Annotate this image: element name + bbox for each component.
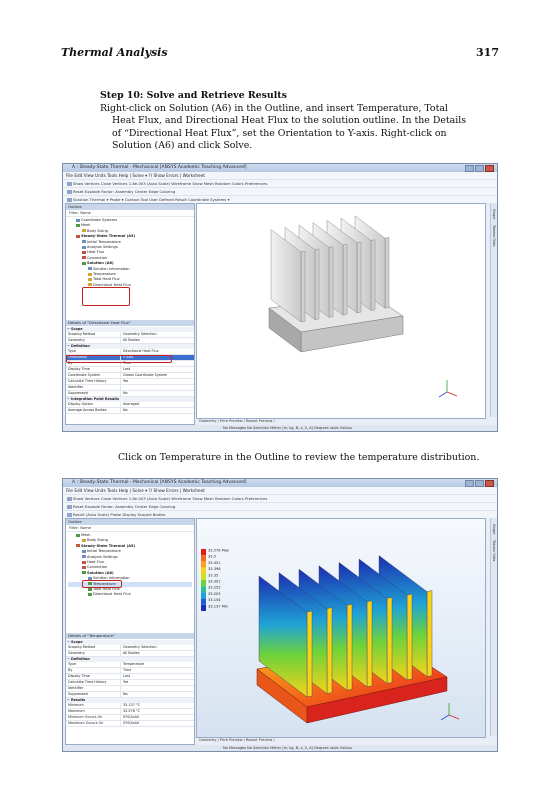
menu-bar[interactable]: File Edit View Units Tools Help | Solve ▾ ?/ Show Errors | Worksheet [63,172,497,179]
tree-item[interactable]: Mesh [68,533,192,538]
legend-label: 33.451 [208,560,221,565]
fin-side [407,594,412,680]
details-key: Minimum Occurs On [66,715,121,720]
geometry-viewport[interactable] [196,203,486,419]
maximize-icon[interactable] [475,480,484,487]
solution-icon [82,262,86,265]
details-key: Calculate Time History [66,379,121,384]
tree-item-selected[interactable]: Temperature [68,582,192,587]
details-value[interactable]: No [123,692,128,696]
fin-side [343,244,347,315]
details-value[interactable]: Yes [123,680,129,684]
details-value[interactable]: Averaged [123,402,140,406]
status-bar: No Messages No Selection Metric (m, kg, N, s, V, A) Degrees rad/s Celsius [63,425,497,431]
legend-swatch [201,561,206,567]
coordinate-icon [76,219,80,222]
step-line-3: of “Directional Heat Flux”, set the Orientation to Y-axis. Right-click on [112,127,447,139]
tree-item[interactable]: Analysis Settings [68,555,192,560]
details-key: Identifier [66,686,121,691]
tree-item[interactable]: Solution Information [68,576,192,581]
legend-swatch [201,605,206,611]
step-line-2: Heat Flux, and Directional Heat Flux to the solution outline. In the Details [112,115,467,127]
toolbar-icon[interactable] [67,513,72,517]
details-key: Calculate Time History [66,680,121,685]
heat-sink-fins [271,216,389,322]
outline-filter[interactable]: Filter: Name [66,525,194,532]
status-bar: No Messages No Selection Metric (m, kg, N, s, V, A) Degrees rad/s Celsius [63,745,497,751]
details-key: Maximum Occurs On [66,721,121,726]
details-section[interactable]: − Definition [66,657,194,662]
legend-label: 33.252 [208,585,221,590]
details-key: By [66,668,121,673]
tree-item[interactable]: Initial Temperature [68,240,192,245]
details-value[interactable]: Temperature [123,662,145,666]
fin-side [367,601,372,687]
outline-tree [66,217,194,289]
running-head: Thermal Analysis [61,46,168,59]
viewport-tabs[interactable]: Geometry / Print Preview / Report Preview / [199,419,275,423]
details-key: Orientation [66,355,121,360]
details-key: Display Time [66,674,121,679]
details-key: Suppressed [66,692,121,697]
details-section[interactable]: − Scope [66,327,194,332]
outline-panel [65,203,195,425]
details-key: Scoping Method [66,332,121,337]
outline-tree [66,532,194,599]
details-key: Minimum [66,703,121,708]
screenshot-solve-setup [62,163,498,432]
details-value[interactable]: Geometry Selection [123,645,157,649]
result-icon [88,283,92,286]
legend-swatch [201,549,206,555]
screenshot-temperature-result [62,478,498,752]
toolbar-icon[interactable] [67,505,72,509]
details-grid [66,327,194,414]
legend-label: 33.35 [208,573,219,578]
tree-item[interactable]: Analysis Settings [68,245,192,250]
tree-item[interactable]: Total Heat Flux [68,277,192,282]
details-key: Display Time [66,367,121,372]
temperature-icon [82,550,86,553]
details-value[interactable]: Last [123,674,131,678]
legend-label: 33.301 [208,579,221,584]
convection-icon [82,256,86,259]
fin-side [315,249,319,320]
temperature-icon [82,240,86,243]
side-tab-graph[interactable]: Graph [492,209,496,220]
toolbar-icon[interactable] [67,182,72,186]
details-value[interactable]: Y Axis [123,355,134,359]
window-title: A : Steady-State Thermal - Mechanical [ANSYS Academic Teaching Advanced] [72,480,247,485]
details-value[interactable]: Yes [123,379,129,383]
tree-item[interactable]: Steady-State Thermal (A5) [68,234,192,239]
side-tab-tabular[interactable]: Tabular Data [492,225,496,247]
details-key: Display Option [66,402,121,407]
details-key: Type [66,349,121,354]
details-value[interactable]: Global Coordinate System [123,373,168,377]
result-icon [88,593,92,596]
heat-flux-icon [82,561,86,564]
details-value[interactable]: SYS\Solid [123,715,139,719]
result-icon [88,273,92,276]
details-grid [66,640,194,727]
details-value[interactable]: Geometry Selection [123,332,157,336]
fin-side [301,251,305,322]
solution-icon [82,571,86,574]
details-key: Type [66,662,121,667]
viewport-tabs[interactable]: Geometry / Print Preview / Report Preview / [199,738,275,742]
step-line-1: Right-click on Solution (A6) in the Outline, and insert Temperature, Total [100,102,448,114]
close-icon[interactable] [485,165,494,172]
details-value[interactable] [121,385,123,390]
tree-item[interactable]: Convection [68,565,192,570]
menu-bar[interactable]: File Edit View Units Tools Help | Solve ▾ ?/ Show Errors | Worksheet [63,487,497,494]
side-tab-strip[interactable] [490,203,497,417]
details-section[interactable]: − Results [66,698,194,703]
result-viewport[interactable] [196,518,486,738]
info-icon [88,267,92,270]
outline-header: Outline [66,519,194,525]
legend-label: 33.5 [208,554,217,559]
fin-side [371,240,375,311]
highlight-orientation [66,355,172,363]
details-row[interactable] [66,721,194,727]
details-key: Geometry [66,338,121,343]
fin-side [427,591,432,677]
window-title: A : Steady-State Thermal - Mechanical [ANSYS Academic Teaching Advanced] [72,165,247,170]
tree-item[interactable]: Total Heat Flux [68,587,192,592]
window-controls [464,480,494,491]
tree-item[interactable]: Solution (A6) [68,261,192,266]
details-value[interactable]: All Bodies [123,338,140,342]
highlight-temperature [82,580,122,588]
legend-swatch [201,555,206,561]
outline-header: Outline [66,204,194,210]
legend-label: 33.398 [208,567,221,572]
window-controls [464,165,494,176]
details-key: By [66,361,121,366]
details-section[interactable]: − Scope [66,640,194,645]
toolbar-result[interactable]: Result (Auto Scale) Probe Display Scoped Bodies [63,510,497,518]
window-title-bar [63,479,497,487]
details-section[interactable]: − Definition [66,344,194,349]
details-value[interactable]: Directional Heat Flux [123,349,159,353]
side-tab-graph[interactable]: Graph [492,524,496,535]
details-value[interactable]: Time [123,668,132,672]
legend-swatch [201,586,206,592]
axis-triad-icon [439,380,457,397]
tree-item[interactable]: Directional Heat Flux [68,592,192,597]
toolbar-display[interactable]: Reset Explode Factor: Assembly Center Edge Coloring [63,502,497,510]
minimize-icon[interactable] [465,165,474,172]
legend-label: 33.203 [208,591,221,596]
legend-swatch [201,568,206,574]
toolbar-icon[interactable] [67,198,72,202]
page-number: 317 [476,46,499,59]
tree-item[interactable]: Convection [68,256,192,261]
toolbar-display[interactable]: Reset Explode Factor: Assembly Center Edge Coloring [63,187,497,195]
mesh-icon [76,534,80,537]
tree-item[interactable]: Coordinate Systems [68,218,192,223]
fin-side [347,604,352,690]
legend-label: 33.576 Max [208,548,230,553]
tree-item[interactable]: Temperature [68,272,192,277]
legend-swatch [201,574,206,580]
details-value[interactable]: No [123,391,128,395]
side-tab-tabular[interactable]: Tabular Data [492,540,496,562]
details-key: Average Across Bodies [66,408,121,413]
legend-swatch [201,592,206,598]
highlight-new-results [82,287,130,306]
details-key: Suppressed [66,391,121,396]
details-key: Scoping Method [66,645,121,650]
details-value[interactable]: No [123,408,128,412]
convection-icon [82,566,86,569]
thermal-icon [76,235,80,238]
details-value[interactable]: All Bodies [123,651,140,655]
fin-side [329,247,333,318]
fin-side [357,242,361,313]
details-value[interactable]: SYS\Solid [123,721,139,725]
details-value[interactable]: 33.137 °C [123,703,141,707]
tree-item[interactable]: Solution Information [68,267,192,272]
details-header: Details of "Directional Heat Flux" [66,320,194,326]
tree-item[interactable]: Body Sizing [68,538,192,543]
tree-item[interactable]: Body Sizing [68,229,192,234]
heat-flux-icon [82,251,86,254]
fin-side [385,237,389,308]
step-title: Step 10: Solve and Retrieve Results [100,90,287,101]
window-title-bar [63,164,497,172]
toolbar-view[interactable]: Show Vertices Close Vertices 1.8e-003 (Auto Scale) Wireframe Show Mesh Random Colors Preferences [63,494,497,502]
tree-item[interactable]: Solution (A6) [68,571,192,576]
legend-swatch [201,580,206,586]
details-key: Maximum [66,709,121,714]
outline-filter[interactable]: Filter: Name [66,210,194,217]
toolbar-icon[interactable] [67,497,72,501]
step-line-4: Solution (A6) and click Solve. [112,140,253,152]
heat-sink-model [197,204,485,418]
details-section[interactable]: − Integration Point Results [66,397,194,402]
details-value[interactable]: Last [123,367,131,371]
tree-item[interactable]: Steady-State Thermal (A5) [68,544,192,549]
toolbar-solution[interactable]: Solution Thermal ▾ Probe ▾ Contact Tool User Defined Result Coordinate Systems ▾ [63,195,497,203]
legend-swatch [201,599,206,605]
outline-panel [65,518,195,745]
legend-label: 33.137 Min [208,604,229,609]
side-tab-strip[interactable] [490,518,497,736]
details-key: Geometry [66,651,121,656]
sizing-icon [82,539,86,542]
result-icon [88,278,92,281]
fin-side [327,608,332,694]
fin-side [387,597,392,683]
step-instructions [100,90,500,153]
fin-side [307,611,312,697]
toolbar-icon[interactable] [67,190,72,194]
tree-item[interactable]: Mesh [68,223,192,228]
legend-label: 33.154 [208,598,221,603]
caption-temperature: Click on Temperature in the Outline to review the temperature distribution. [118,452,480,463]
details-value[interactable]: Time [123,361,132,365]
details-row[interactable] [66,408,194,414]
details-key: Coordinate System [66,373,121,378]
details-value[interactable]: 33.576 °C [123,709,141,713]
details-header: Details of "Temperature" [66,633,194,639]
toolbar-view[interactable]: Show Vertices Close Vertices 1.8e-003 (Auto Scale) Wireframe Show Mesh Random Colors Preferences [63,179,497,187]
tree-item[interactable]: Directional Heat Flux [68,283,192,288]
maximize-icon[interactable] [475,165,484,172]
close-icon[interactable] [485,480,494,487]
settings-icon [82,555,86,558]
thermal-icon [76,544,80,547]
result-icon [88,588,92,591]
details-value[interactable] [121,686,123,691]
tree-item[interactable]: Heat Flux [68,560,192,565]
temperature-contour-model [197,519,485,737]
tree-item[interactable]: Initial Temperature [68,549,192,554]
tree-item[interactable]: Heat Flux [68,250,192,255]
mesh-icon [76,224,80,227]
sizing-icon [82,229,86,232]
details-key: Identifier [66,385,121,390]
minimize-icon[interactable] [465,480,474,487]
settings-icon [82,246,86,249]
